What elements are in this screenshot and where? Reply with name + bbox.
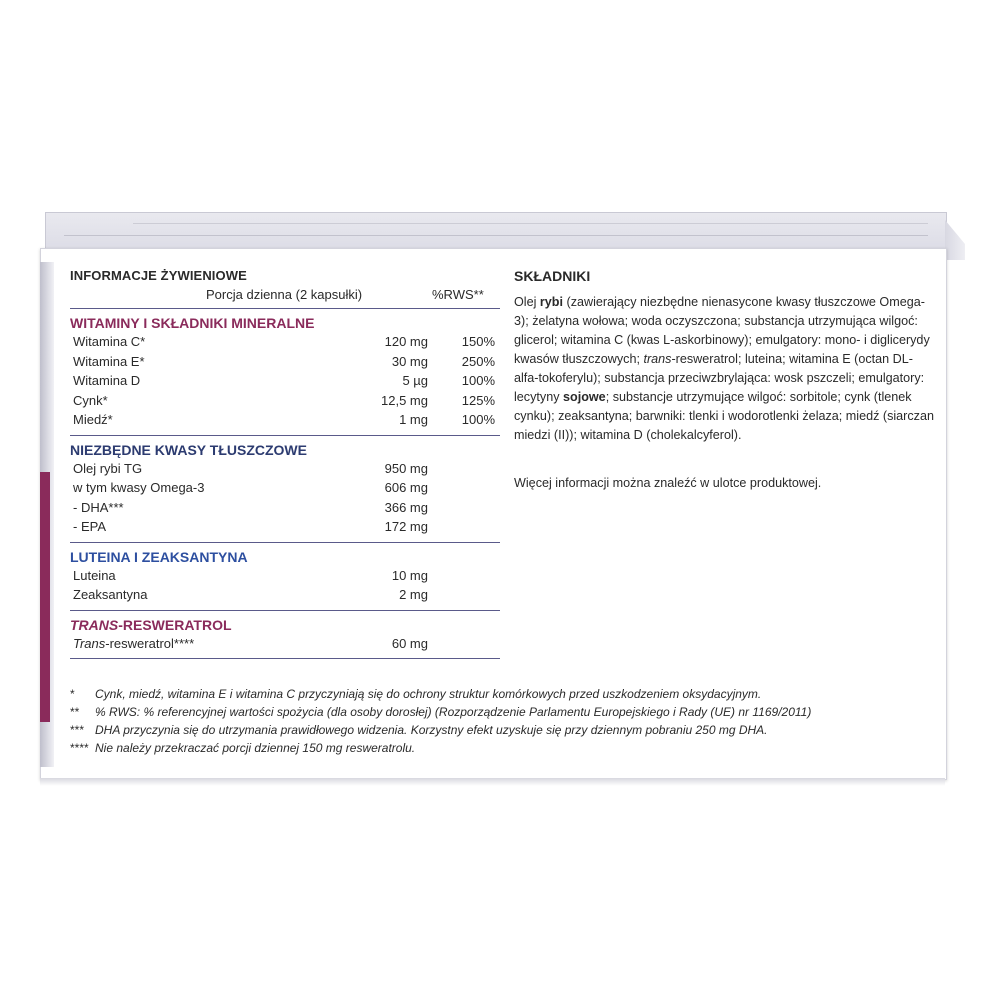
row-amount: 60 mg <box>391 635 428 651</box>
allergen-soy: sojowe <box>563 390 606 404</box>
row-rws: 125% <box>461 392 495 408</box>
footnote <box>70 703 940 721</box>
divider <box>70 610 500 611</box>
section-title-resveratrol <box>70 617 500 633</box>
row-name <box>73 636 194 651</box>
rws-header: %RWS** <box>432 287 484 302</box>
row-name-rest: -resweratrol**** <box>105 635 195 651</box>
row-name: w tym kwasy Omega-3 <box>73 480 205 495</box>
more-info-text: Więcej informacji można znaleźć w ulotce produktowej. <box>514 476 822 490</box>
ingredients-title: SKŁADNIKI <box>514 268 591 284</box>
table-row <box>70 412 500 432</box>
portion-header: Porcja dzienna (2 kapsułki) <box>206 287 363 302</box>
divider <box>70 542 500 543</box>
section-title-italic: TRANS <box>70 616 119 633</box>
row-name: Witamina D <box>73 373 141 388</box>
row-amount: 10 mg <box>391 567 428 583</box>
footnotes <box>70 685 940 757</box>
row-amount: 12,5 mg <box>381 392 428 408</box>
row-name: Cynk* <box>73 392 108 408</box>
table-row <box>70 373 500 393</box>
mirrored-text-decoration <box>64 217 928 247</box>
box-top-flap <box>45 212 947 251</box>
divider <box>70 658 500 659</box>
ingredients-part: Olej <box>514 295 540 309</box>
row-amount: 120 mg <box>384 334 428 349</box>
row-amount: 1 mg <box>399 412 428 427</box>
row-name: Witamina E* <box>73 353 145 369</box>
footnote-text: Nie należy przekraczać porcji dziennej 150 mg resweratrolu. <box>95 741 416 755</box>
row-name: - EPA <box>73 519 106 534</box>
section-title-fatty-acids: NIEZBĘDNE KWASY TŁUSZCZOWE <box>70 441 307 458</box>
row-rws: 150% <box>461 334 495 349</box>
left-edge-accent <box>40 472 50 722</box>
table-row <box>70 500 500 520</box>
ingredients-part: (zawierający niezbędne nienasycone kwasy tłuszczowe Omega-3); żelatyna wołowa; woda oczyszczona; substancja utrzymująca wilgoć: glicerol; witamina C (kwas L-askorbinowy); emulgatory: mono- i diglicerydy kwasów tłuszczowych; <box>514 295 930 366</box>
section-title-rest: -RESWERATROL <box>118 616 232 633</box>
row-amount: 30 mg <box>391 353 428 369</box>
box-left-edge <box>40 262 54 767</box>
table-row <box>70 461 500 481</box>
row-name: Olej rybi TG <box>73 460 143 476</box>
row-name: Miedź* <box>73 412 113 427</box>
ingredients-text <box>514 293 936 445</box>
row-amount: 606 mg <box>384 480 428 495</box>
ingredients-panel <box>514 268 936 490</box>
row-amount: 950 mg <box>384 460 428 476</box>
row-name: - DHA*** <box>73 499 124 515</box>
nutrition-title: INFORMACJE ŻYWIENIOWE <box>70 268 247 283</box>
footnote-text: % RWS: % referencyjnej wartości spożycia (dla osoby dorosłej) (Rozporządzenie Parlamentu Europejskiego i Rady (UE) nr 1169/2011) <box>95 705 812 719</box>
row-rws: 100% <box>461 412 495 427</box>
table-row <box>70 354 500 374</box>
footnote-mark: ** <box>70 705 80 719</box>
nutrition-header-row <box>70 283 500 305</box>
footnote <box>70 739 940 757</box>
row-amount: 172 mg <box>384 519 428 534</box>
table-row <box>70 334 500 354</box>
box-side-edge <box>945 220 965 260</box>
section-title-vitamins: WITAMINY I SKŁADNIKI MINERALNE <box>70 315 315 331</box>
footnote-mark: * <box>70 687 75 701</box>
table-row <box>70 519 500 539</box>
row-amount: 5 µg <box>402 373 428 388</box>
row-name: Zeaksantyna <box>73 587 148 602</box>
table-row <box>70 636 500 656</box>
footnote-mark: **** <box>70 741 89 755</box>
footnote-text: DHA przyczynia się do utrzymania prawidłowego widzenia. Korzystny efekt uzyskuje się przy dziennym pobraniu 250 mg DHA. <box>95 723 768 737</box>
table-row <box>70 480 500 500</box>
footnote-mark: *** <box>70 723 85 737</box>
row-name: Witamina C* <box>73 334 146 349</box>
footnote-text: Cynk, miedź, witamina E i witamina C przyczyniają się do ochrony struktur komórkowych przed uszkodzeniem oksydacyjnym. <box>95 687 762 701</box>
row-amount: 2 mg <box>399 587 428 602</box>
ingredients-part: -resweratrol; luteina; witamina E (octan DL-alfa-tokoferylu); substancja przeciwzbrylająca: wosk pszczeli; emulgatory: lecytyny <box>514 352 925 404</box>
box-bottom-edge <box>40 778 945 786</box>
allergen-fish: rybi <box>539 295 564 309</box>
row-amount: 366 mg <box>384 499 428 515</box>
ingredients-italic: trans <box>643 352 672 366</box>
nutrition-table <box>70 268 500 659</box>
row-name-italic: Trans <box>73 635 106 651</box>
table-row <box>70 568 500 588</box>
table-row <box>70 393 500 413</box>
divider <box>70 435 500 436</box>
footnote <box>70 685 940 703</box>
row-rws: 250% <box>461 353 495 369</box>
row-rws: 100% <box>461 373 495 388</box>
footnote <box>70 721 940 739</box>
divider <box>70 308 500 309</box>
row-name: Luteina <box>73 567 116 583</box>
ingredients-part: ; substancje utrzymujące wilgoć: sorbitole; cynk (tlenek cynku); zeaksantyna; barwniki: tlenki i wodorotlenki żelaza; miedź (siarczan miedzi (II)); witamina D (cholekalcyferol). <box>514 390 934 442</box>
table-row <box>70 587 500 607</box>
section-title-lutein: LUTEINA I ZEAKSANTYNA <box>70 548 248 565</box>
